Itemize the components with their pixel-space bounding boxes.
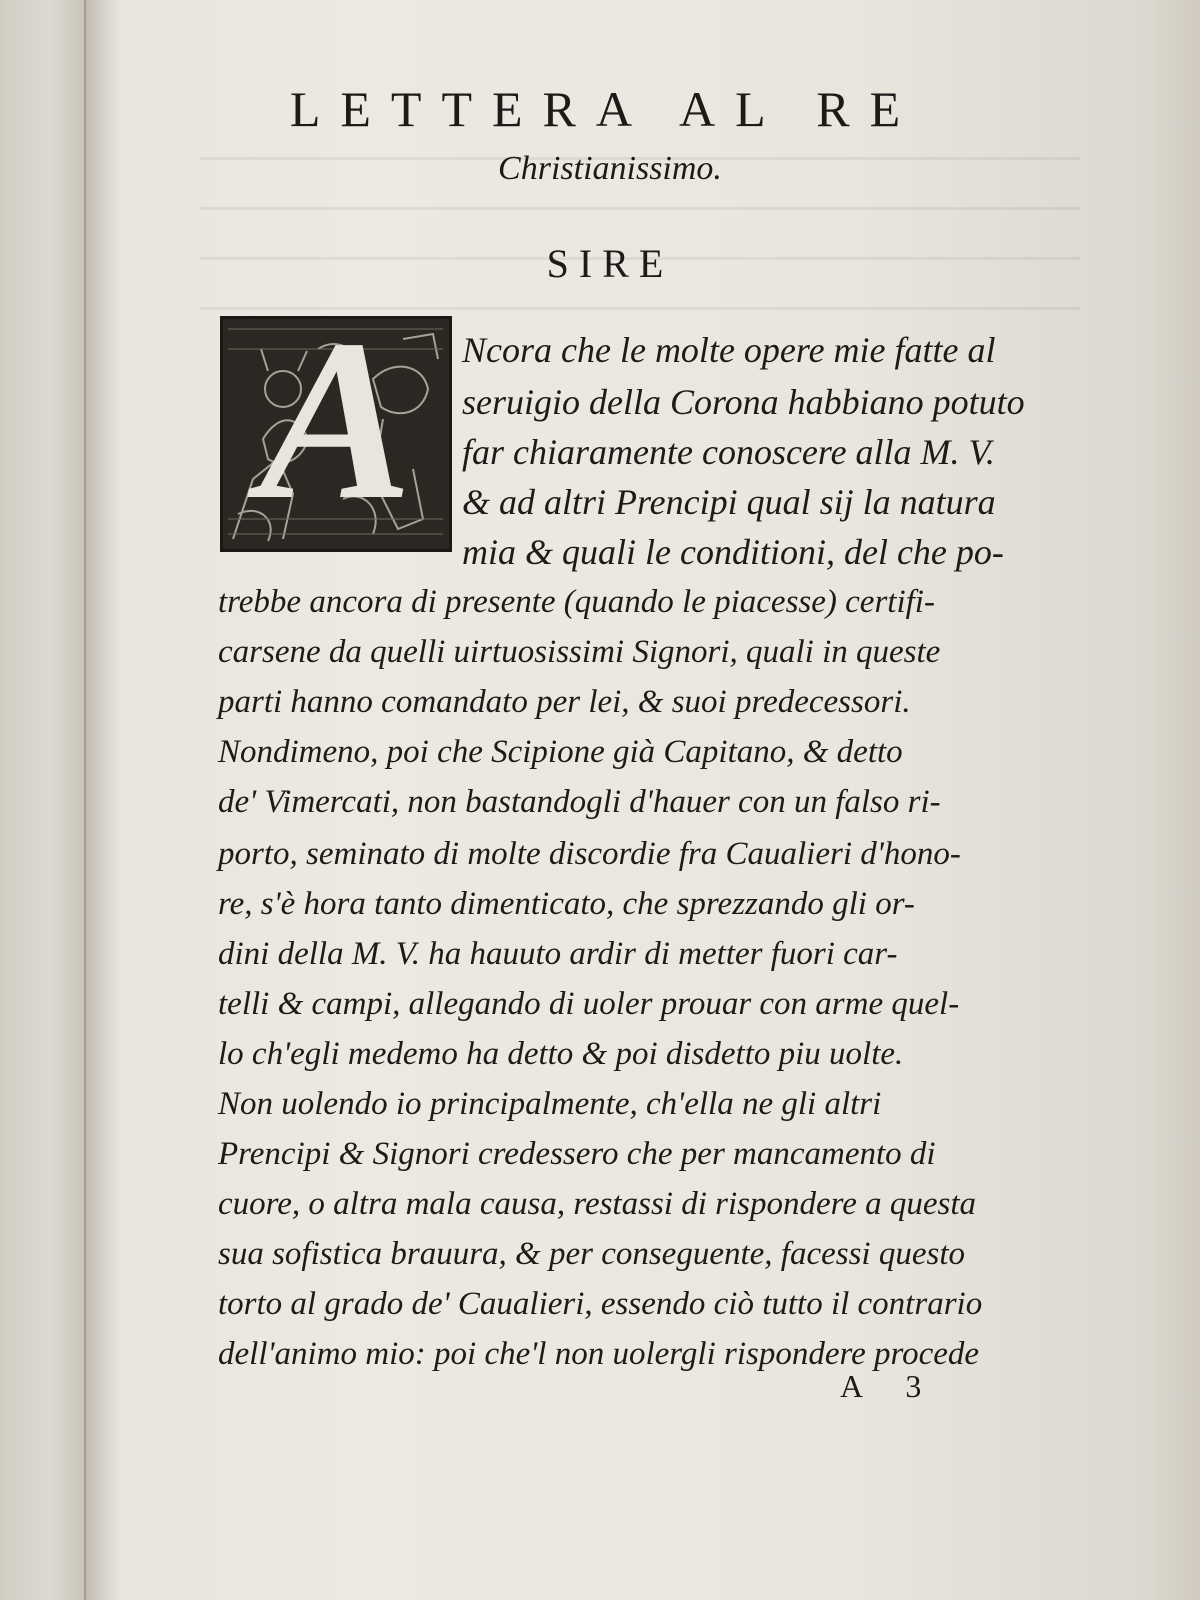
text-line: dini della M. V. ha hauuto ardir di metter fuori car- [218, 936, 898, 972]
page-title: LETTERA AL RE [289, 81, 921, 137]
text-line: trebbe ancora di presente (quando le piacesse) certifi- [218, 584, 935, 620]
text-line: carsene da quelli uirtuosissimi Signori, quali in queste [218, 634, 941, 670]
text-line: mia & quali le conditioni, del che po- [462, 532, 1004, 572]
text-line: torto al grado de' Caualieri, essendo ciò tutto il contrario [218, 1286, 983, 1322]
text-line: sua sofistica brauura, & per conseguente, facessi questo [218, 1236, 966, 1272]
text-line: & ad altri Prencipi qual sij la natura [462, 482, 996, 522]
text-line: de' Vimercati, non bastandogli d'hauer con un falso ri- [218, 784, 941, 820]
text-line: lo ch'egli medemo ha detto & poi disdetto piu uolte. [218, 1036, 904, 1072]
signature-mark: A 3 [840, 1368, 940, 1404]
text-line: telli & campi, allegando di uoler prouar con arme quel- [218, 986, 960, 1022]
text-line: porto, seminato di molte discordie fra Caualieri d'hono- [218, 836, 961, 872]
text-line: Ncora che le molte opere mie fatte al [462, 330, 996, 370]
text-line: re, s'è hora tanto dimenticato, che sprezzando gli or- [218, 886, 915, 922]
initial-letter: A [259, 316, 413, 547]
salutation: SIRE [546, 241, 674, 286]
text-line: far chiaramente conoscere alla M. V. [462, 432, 995, 472]
text-line: parti hanno comandato per lei, & suoi predecessori. [218, 684, 911, 720]
text-line: dell'animo mio: poi che'l non uolergli rispondere procede [218, 1336, 980, 1372]
text-line: seruigio della Corona habbiano potuto [462, 382, 1025, 422]
text-line: Non uolendo io principalmente, ch'ella ne gli altri [218, 1086, 882, 1122]
text-line: Prencipi & Signori credessero che per mancamento di [218, 1136, 936, 1172]
page-subtitle: Christianissimo. [498, 150, 722, 187]
text-line: Nondimeno, poi che Scipione già Capitano, & detto [218, 734, 903, 770]
text-line: cuore, o altra mala causa, restassi di rispondere a questa [218, 1186, 977, 1222]
